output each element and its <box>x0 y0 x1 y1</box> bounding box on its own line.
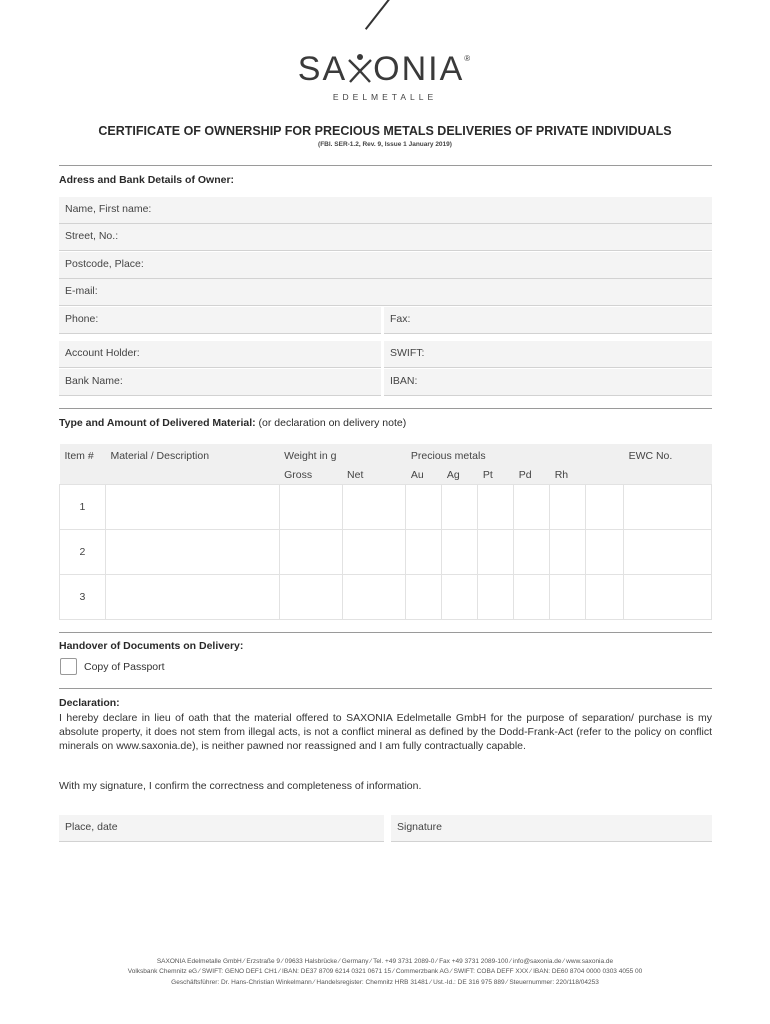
document-title: CERTIFICATE OF OWNERSHIP FOR PRECIOUS METALS DELIVERIES OF PRIVATE INDIVIDUALS <box>98 124 672 138</box>
document-subtitle: (FBl. SER-1.2, Rev. 9, Issue 1 January 2019) <box>318 141 452 148</box>
footer-line-address: SAXONIA Edelmetalle GmbH ⁄ Erzstraße 9 ⁄ 09633 Halsbrücke ⁄ Germany ⁄ Tel. +49 3731 2089-0 ⁄ Fax +49 3731 2089-100 ⁄ info@saxonia.de ⁄ www.saxonia.de <box>156 958 614 965</box>
col-precious-header: Precious metals <box>406 444 624 466</box>
table-cell[interactable] <box>342 575 406 620</box>
table-cell[interactable] <box>514 530 550 575</box>
owner-section-heading: Adress and Bank Details of Owner: <box>59 174 235 186</box>
fax-field[interactable]: Fax: <box>384 307 712 334</box>
table-cell[interactable] <box>550 485 586 530</box>
passport-checkbox-label: Copy of Passport <box>84 661 165 673</box>
table-cell[interactable] <box>279 485 342 530</box>
logo-slash <box>365 0 394 30</box>
table-cell[interactable] <box>586 485 624 530</box>
table-cell[interactable] <box>586 530 624 575</box>
table-cell[interactable] <box>342 485 406 530</box>
table-cell[interactable] <box>442 485 478 530</box>
logo-figure-icon <box>347 50 373 88</box>
col-rh-header: Rh <box>550 466 586 485</box>
col-pd-header: Pd <box>514 466 550 485</box>
item-number: 3 <box>60 575 106 620</box>
table-cell[interactable] <box>586 575 624 620</box>
table-cell[interactable] <box>624 485 712 530</box>
col-item-header: Item # <box>60 444 106 466</box>
iban-field[interactable]: IBAN: <box>384 369 712 396</box>
divider <box>59 165 712 166</box>
item-number: 1 <box>60 485 106 530</box>
table-cell[interactable] <box>478 575 514 620</box>
material-section-heading: Type and Amount of Delivered Material: (or declaration on delivery note) <box>59 417 407 429</box>
material-table <box>59 444 712 620</box>
declaration-heading: Declaration: <box>59 697 120 709</box>
table-cell[interactable] <box>279 530 342 575</box>
brand-tagline: EDELMETALLE <box>332 92 438 102</box>
handover-section-heading: Handover of Documents on Delivery: <box>59 640 244 652</box>
footer-line-bank: Volksbank Chemnitz eG ⁄ SWIFT: GENO DEF1 CH1 ⁄ IBAN: DE37 8709 6214 0321 0671 15 ⁄ Commerzbank AG ⁄ SWIFT: COBA DEFF XXX ⁄ IBAN: DE60 8704 0000 0303 4055 00 <box>127 968 643 975</box>
name-field[interactable]: Name, First name: <box>59 197 712 224</box>
col-au-header: Au <box>406 466 442 485</box>
table-cell[interactable] <box>279 575 342 620</box>
table-cell[interactable] <box>478 530 514 575</box>
table-cell[interactable] <box>105 575 279 620</box>
table-cell[interactable] <box>624 575 712 620</box>
table-row <box>60 575 712 620</box>
postcode-field[interactable]: Postcode, Place: <box>59 252 712 279</box>
divider <box>59 632 712 633</box>
table-cell[interactable] <box>342 530 406 575</box>
swift-field[interactable]: SWIFT: <box>384 341 712 368</box>
confirmation-text: With my signature, I confirm the correctness and completeness of information. <box>59 780 422 792</box>
place-date-field[interactable]: Place, date <box>59 815 384 842</box>
table-cell[interactable] <box>514 485 550 530</box>
table-cell[interactable] <box>442 575 478 620</box>
table-row <box>60 485 712 530</box>
passport-checkbox[interactable] <box>60 658 77 675</box>
col-gross-header: Gross <box>279 466 342 485</box>
bank-name-field[interactable]: Bank Name: <box>59 369 381 396</box>
email-field[interactable]: E-mail: <box>59 279 712 306</box>
table-cell[interactable] <box>624 530 712 575</box>
street-field[interactable]: Street, No.: <box>59 224 712 251</box>
account-holder-field[interactable]: Account Holder: <box>59 341 381 368</box>
table-cell[interactable] <box>442 530 478 575</box>
table-cell[interactable] <box>406 575 442 620</box>
table-cell[interactable] <box>550 575 586 620</box>
table-cell[interactable] <box>406 530 442 575</box>
col-pt-header: Pt <box>478 466 514 485</box>
col-net-header: Net <box>342 466 406 485</box>
table-row <box>60 530 712 575</box>
table-cell[interactable] <box>550 530 586 575</box>
col-ag-header: Ag <box>442 466 478 485</box>
table-cell[interactable] <box>478 485 514 530</box>
divider <box>59 688 712 689</box>
declaration-text: I hereby declare in lieu of oath that the material offered to SAXONIA Edelmetalle GmbH for the purpose of separation/ purchase is my absolute property, it does not stem from illegal acts, is not a conflict mineral as defined by the Dodd-Frank-Act (refer to the policy on conflict minerals on www.saxonia.de), is neither pawned nor reassigned and I am fully contractually capable. <box>59 712 712 752</box>
table-cell[interactable] <box>105 485 279 530</box>
col-material-header: Material / Description <box>105 444 279 466</box>
col-ewc-header: EWC No. <box>624 444 712 466</box>
divider <box>59 408 712 409</box>
footer-line-registry: Geschäftsführer: Dr. Hans-Christian Winkelmann ⁄ Handelsregister: Chemnitz HRB 31481 ⁄ Ust.-Id.: DE 316 975 889 ⁄ Steuernummer: 220/118/04253 <box>171 979 599 986</box>
signature-field[interactable]: Signature <box>391 815 712 842</box>
col-weight-header: Weight in g <box>279 444 406 466</box>
table-cell[interactable] <box>514 575 550 620</box>
item-number: 2 <box>60 530 106 575</box>
brand-logo: SA ONIA® <box>297 50 473 88</box>
phone-field[interactable]: Phone: <box>59 307 381 334</box>
table-cell[interactable] <box>105 530 279 575</box>
table-cell[interactable] <box>406 485 442 530</box>
